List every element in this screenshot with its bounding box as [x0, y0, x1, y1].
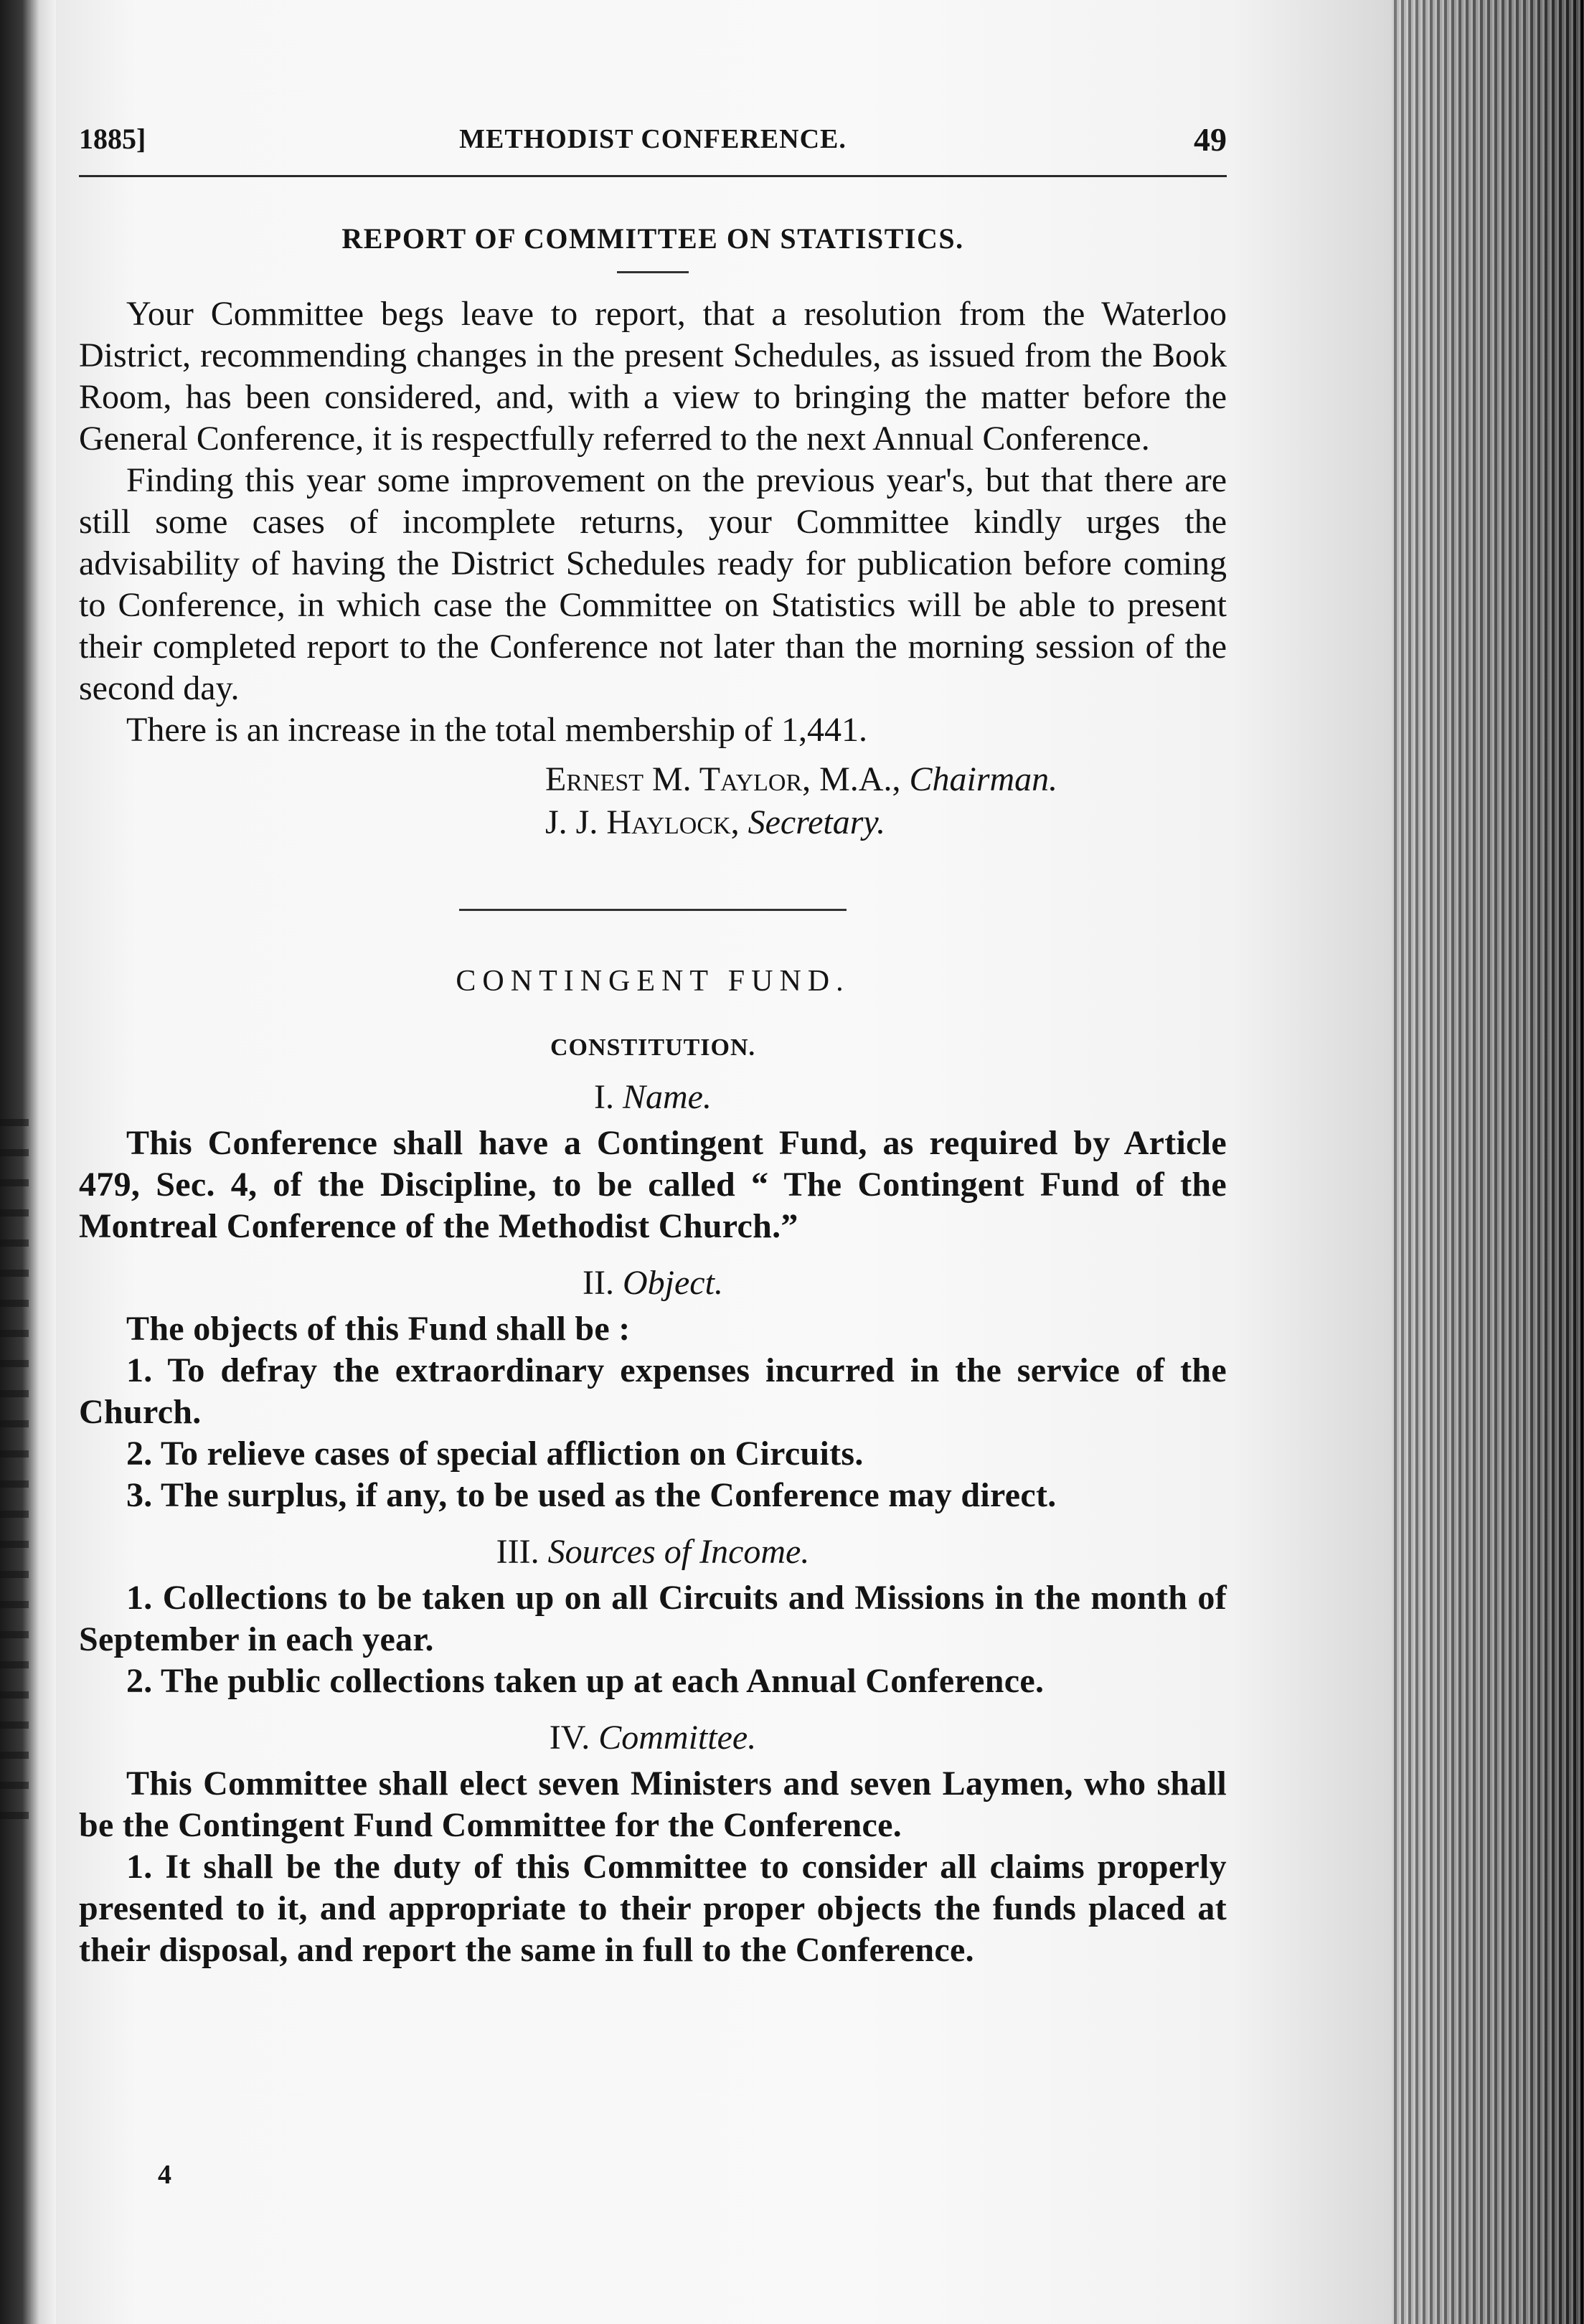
article-heading-committee [79, 1718, 1227, 1757]
statistics-report-title: REPORT OF COMMITTEE ON STATISTICS. [341, 222, 964, 255]
article-paragraph: This Committee shall elect seven Ministers and seven Laymen, who shall be the Contingent Fund Committee for the Conference. [79, 1765, 1227, 1844]
page-content [79, 108, 1227, 1971]
secretary-name: J. J. Haylock, [545, 803, 740, 841]
chairman-role: Chairman. [909, 760, 1058, 798]
running-head-year: 1885] [79, 123, 146, 155]
article-title: Object. [623, 1264, 723, 1302]
list-item: 2. The public collections taken up at each Annual Conference. [126, 1662, 1045, 1700]
page-number: 49 [1194, 121, 1227, 158]
facing-page-text-fragments [0, 1119, 29, 1836]
list-item: 3. The surplus, if any, to be used as the Conference may direct. [126, 1476, 1057, 1514]
statistics-paragraph: Finding this year some improvement on the previous year's, but that there are still some cases of incomplete returns, your Committee kindly urges the advisability of having the District Schedules ready for publication before coming to Conference, in which case the Committee on Statistics will be able to present their completed report to the Conference not later than the morning session of the second day. [79, 461, 1227, 707]
running-head-title: METHODIST CONFERENCE. [459, 124, 847, 154]
section-divider [459, 909, 847, 911]
article-number: III. [496, 1533, 539, 1571]
signature-mark: 4 [158, 2160, 171, 2190]
article-paragraph: This Conference shall have a Contingent Fund, as required by Article 479, Sec. 4, of the Discipline, to be called “ The Contingent Fund of the Montreal Conference of the Methodist Church.” [79, 1124, 1227, 1245]
chairman-name: Ernest M. Taylor, M.A., [545, 760, 901, 798]
statistics-paragraph: There is an increase in the total membership of 1,441. [126, 711, 868, 749]
article-heading-income [79, 1532, 1227, 1572]
article-title: Committee. [598, 1719, 757, 1757]
article-number: I. [594, 1078, 614, 1116]
list-item: 2. To relieve cases of special affliction on Circuits. [126, 1435, 864, 1473]
article-heading-name [79, 1077, 1227, 1117]
book-fore-edge [1392, 0, 1584, 2324]
article-income-body [79, 1577, 1227, 1702]
list-item: 1. It shall be the duty of this Committee to consider all claims properly presented to it, and appropriate to their proper objects the funds placed at their disposal, and report the same in full to the Conference. [79, 1848, 1227, 1969]
chairman-signature [545, 758, 1227, 801]
list-item: 1. To defray the extraordinary expenses incurred in the service of the Church. [79, 1351, 1227, 1431]
secretary-role: Secretary. [748, 803, 886, 841]
article-title: Sources of Income. [547, 1533, 810, 1571]
article-heading-object [79, 1263, 1227, 1303]
article-committee-body [79, 1763, 1227, 1971]
article-title: Name. [623, 1078, 712, 1116]
running-head [79, 108, 1227, 165]
contingent-fund-title: CONTINGENT FUND. [456, 965, 850, 998]
facing-page-edge [0, 0, 56, 2324]
article-number: II. [583, 1264, 614, 1302]
secretary-signature [545, 801, 1227, 844]
constitution-heading: CONSTITUTION. [550, 1034, 755, 1061]
article-number: IV. [549, 1719, 590, 1757]
statistics-paragraph: Your Committee begs leave to report, that a resolution from the Waterloo District, recommending changes in the present Schedules, as issued from the Book Room, has been considered, and, with a view to bringing the matter before the General Conference, it is respectfully referred to the next Annual Conference. [79, 295, 1227, 458]
title-rule [617, 271, 689, 273]
list-item: 1. Collections to be taken up on all Circuits and Missions in the month of September in each year. [79, 1579, 1227, 1658]
article-name-body [79, 1123, 1227, 1247]
article-object-body [79, 1308, 1227, 1516]
article-paragraph: The objects of this Fund shall be : [126, 1310, 631, 1348]
header-rule [79, 175, 1227, 177]
